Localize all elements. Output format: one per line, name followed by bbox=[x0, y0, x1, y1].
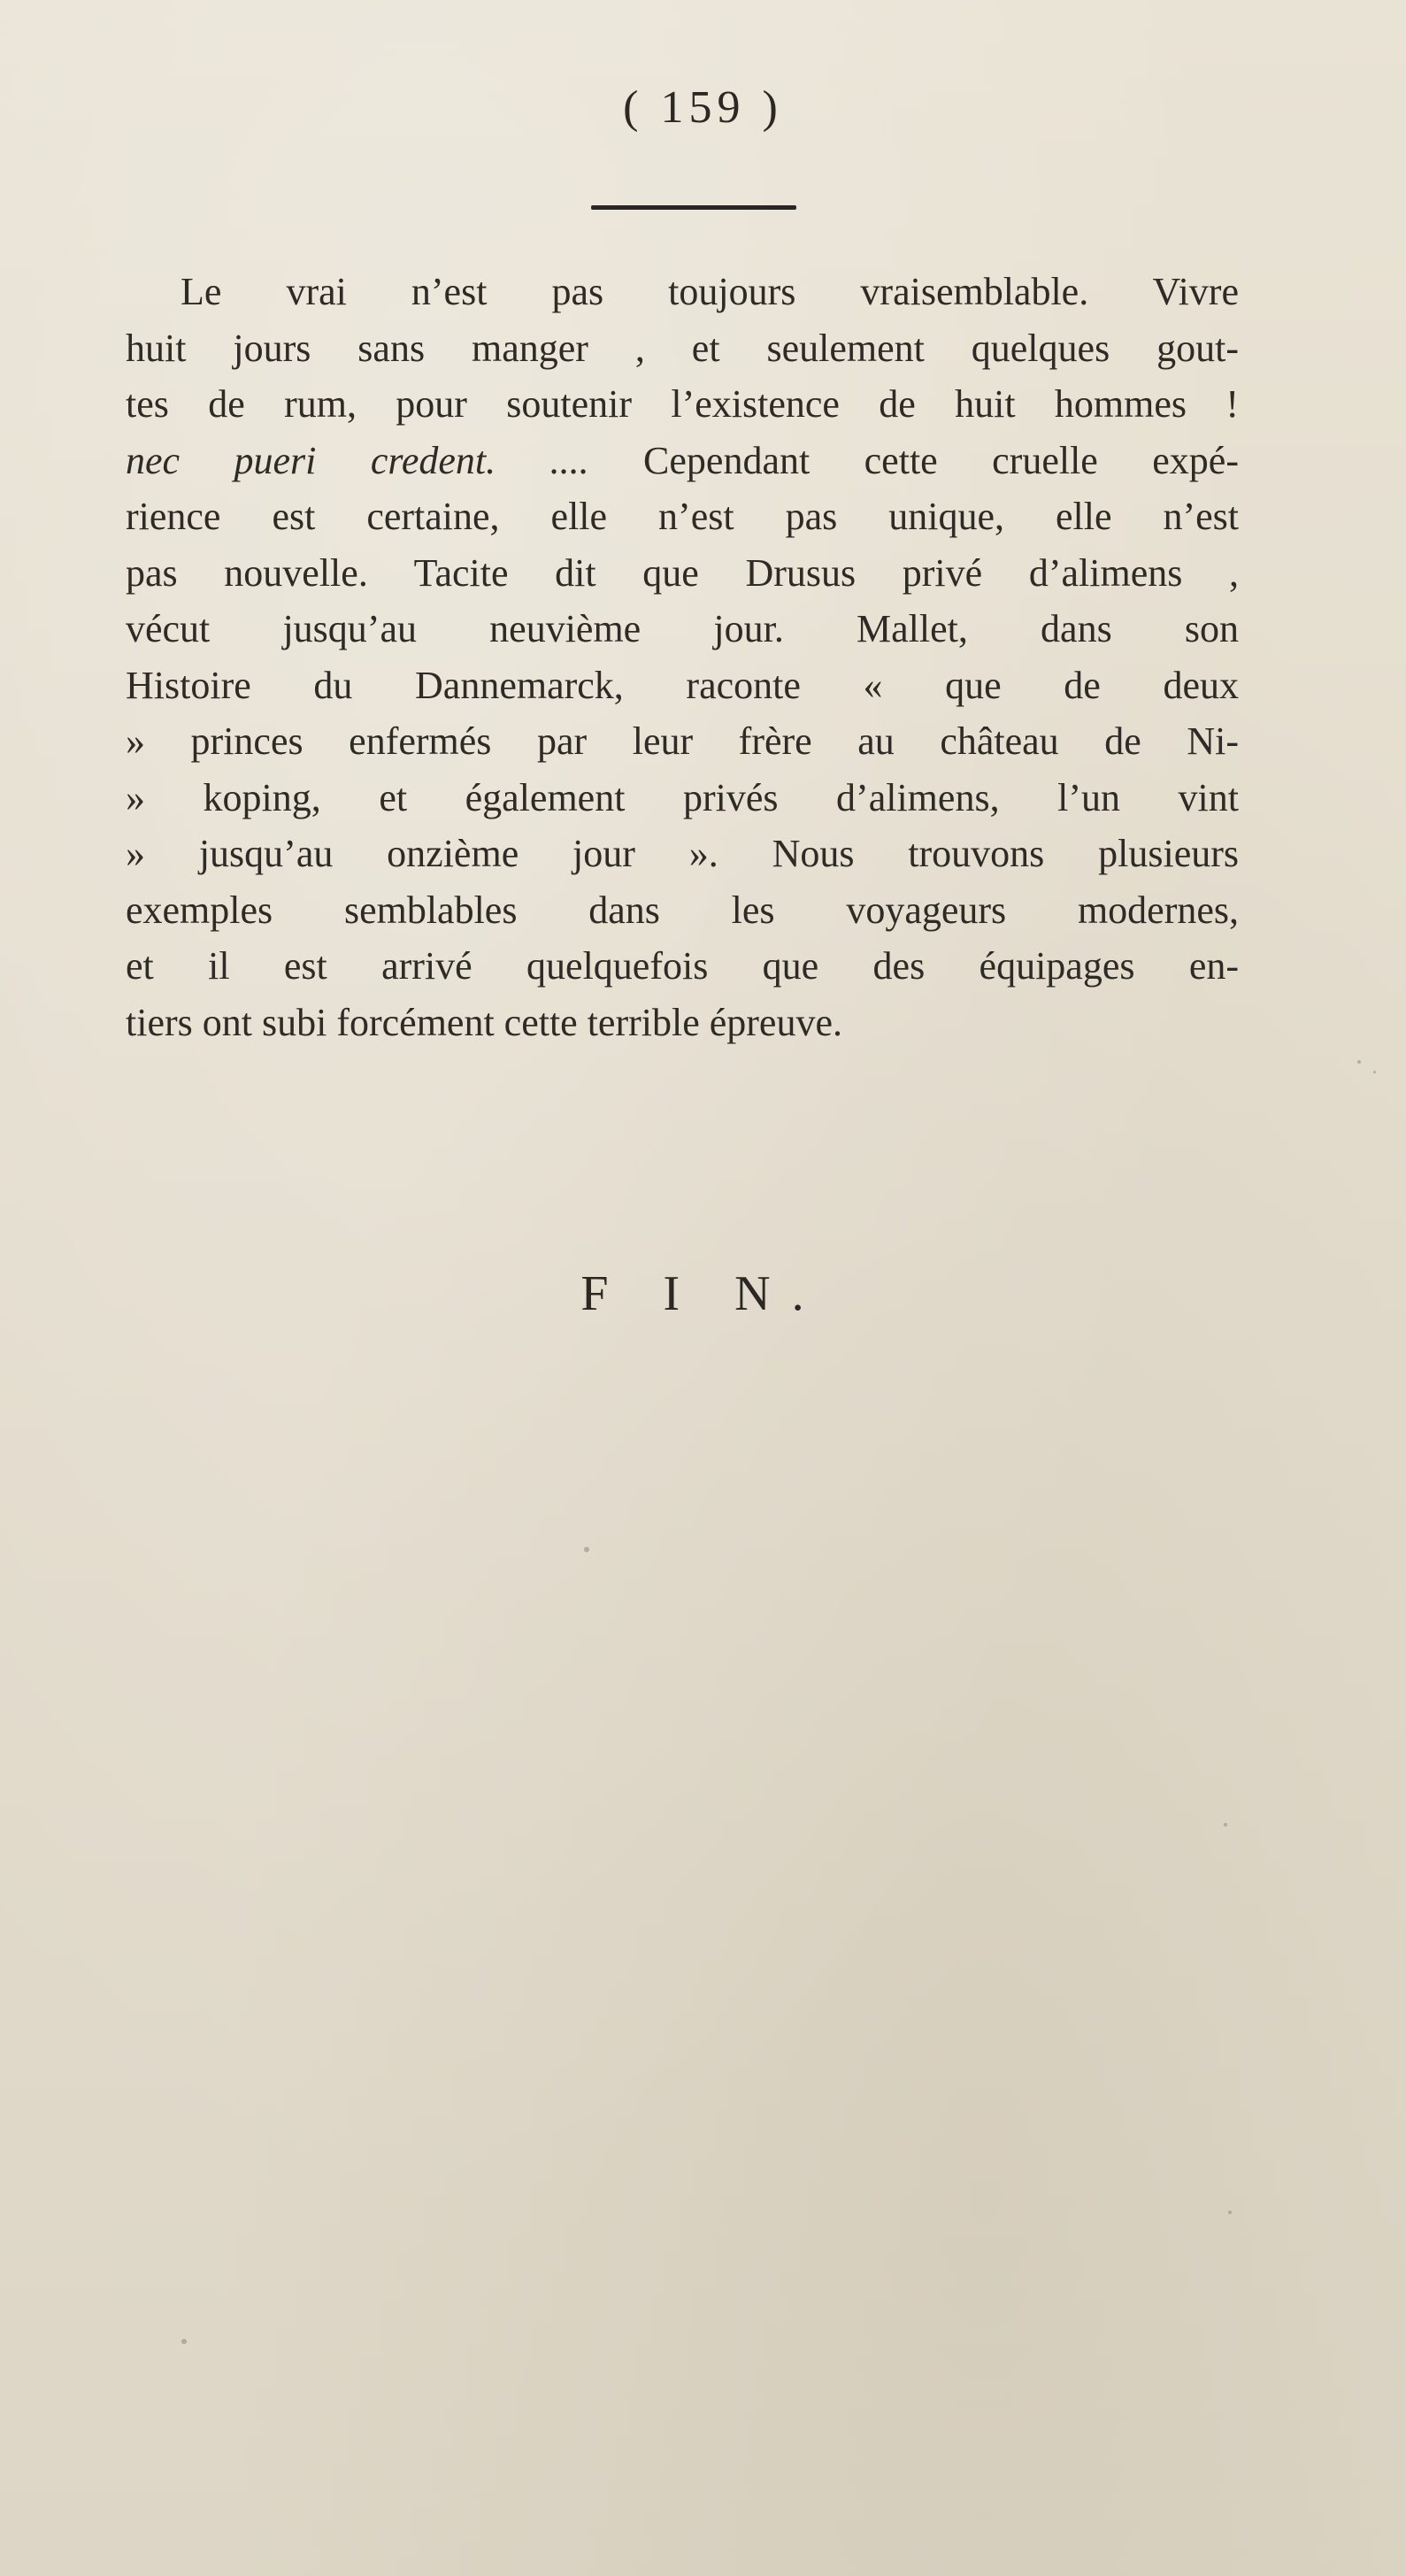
end-mark: F I N. bbox=[580, 1266, 826, 1321]
text-line-rest: Cependant cette cruelle expé- bbox=[643, 438, 1239, 482]
text-line: rience est certaine, elle n’est pas unique, elle n’est bbox=[126, 495, 1239, 538]
text-line: » jusqu’au onzième jour ». Nous trouvons plusieurs bbox=[126, 832, 1239, 875]
text-line: exemples semblables dans les voyageurs modernes, bbox=[126, 888, 1239, 932]
text-line-with-italic bbox=[126, 433, 1239, 489]
text-line: Histoire du Dannemarck, raconte « que de deux bbox=[126, 663, 1239, 707]
paper-speck bbox=[1357, 1060, 1361, 1064]
paper-speck bbox=[1228, 2211, 1232, 2214]
text-line: » koping, et également privés d’alimens, l’un vint bbox=[126, 775, 1239, 819]
text-line: et il est arrivé quelquefois que des équipages en- bbox=[126, 944, 1239, 988]
paper-speck bbox=[1373, 1071, 1376, 1073]
paper-speck bbox=[1224, 1823, 1227, 1826]
paper-speck bbox=[584, 1547, 589, 1552]
text-line: pas nouvelle. Tacite dit que Drusus privé d’alimens , bbox=[126, 550, 1239, 595]
body-paragraph bbox=[126, 264, 1239, 1050]
text-line: huit jours sans manger , et seulement quelques gout- bbox=[126, 326, 1239, 370]
text-line: tes de rum, pour soutenir l’existence de huit hommes ! bbox=[126, 382, 1239, 426]
paper-speck bbox=[181, 2339, 187, 2344]
text-line: Le vrai n’est pas toujours vraisemblable. Vivre bbox=[181, 270, 1239, 313]
text-line: » princes enfermés par leur frère au château de Ni- bbox=[126, 719, 1239, 763]
header-rule bbox=[591, 205, 796, 210]
text-line: vécut jusqu’au neuvième jour. Mallet, dans son bbox=[126, 607, 1239, 650]
page-number: ( 159 ) bbox=[623, 82, 783, 133]
italic-quote: nec pueri credent. .... bbox=[126, 438, 589, 482]
text-line: tiers ont subi forcément cette terrible épreuve. bbox=[126, 1000, 842, 1044]
